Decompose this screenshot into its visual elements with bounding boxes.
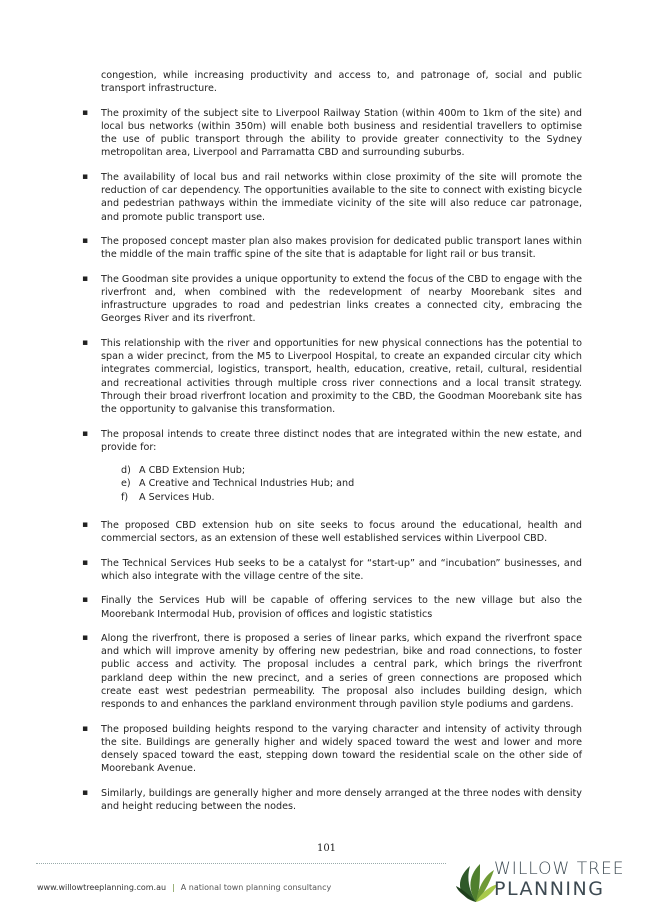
bullet-item bbox=[82, 273, 582, 326]
bullet-text: This relationship with the river and opportunities for new physical connections has the potential to span a wider precinct, from the M5 to Liverpool Hospital, to create an expanded circular city which integrates commercial, logistics, transport, health, education, creative, retail, cultural, residential and recreational activities through multiple cross river connections and a local transit strategy. Through their broad riverfront location and proximity to the CBD, the Goodman Moorebank site has the opportunity to galvanise this transformation. bbox=[101, 337, 582, 416]
bullet-icon: ▪ bbox=[82, 632, 89, 643]
bullet-icon: ▪ bbox=[82, 273, 89, 284]
bullet-text: The proposed concept master plan also makes provision for dedicated public transport lanes within the middle of the main traffic spine of the site that is adaptable for light rail or bus transit. bbox=[101, 235, 582, 261]
bullet-item bbox=[82, 723, 582, 776]
bullet-item bbox=[82, 171, 582, 224]
bullet-icon: ▪ bbox=[82, 337, 89, 348]
bullet-item bbox=[82, 337, 582, 417]
bullet-item bbox=[82, 557, 582, 584]
bullet-icon: ▪ bbox=[82, 787, 89, 798]
bullet-item bbox=[82, 235, 582, 262]
bullet-icon: ▪ bbox=[82, 235, 89, 246]
bullet-icon: ▪ bbox=[82, 723, 89, 734]
sublist-letter: f) bbox=[121, 491, 129, 503]
logo-word-willow-tree: WILLOW TREE bbox=[494, 859, 625, 879]
bullet-icon: ▪ bbox=[82, 557, 89, 568]
footer-text bbox=[37, 883, 331, 892]
bullet-icon: ▪ bbox=[82, 520, 89, 531]
bullet-item bbox=[82, 428, 582, 455]
bullet-item bbox=[82, 632, 582, 712]
bullet-icon: ▪ bbox=[82, 107, 89, 118]
logo-leaves bbox=[456, 864, 498, 902]
page-number: 101 bbox=[316, 843, 337, 854]
sublist-item bbox=[121, 491, 582, 504]
bullet-text: The proposal intends to create three distinct nodes that are integrated within the new estate, and provide for: bbox=[101, 428, 582, 453]
footer-url[interactable]: www.willowtreeplanning.com.au bbox=[37, 883, 167, 892]
footer-tagline: A national town planning consultancy bbox=[180, 883, 332, 892]
bullet-icon: ▪ bbox=[82, 428, 89, 439]
sublist-text: A Creative and Technical Industries Hub; and bbox=[139, 478, 355, 490]
bullet-text: The proposed CBD extension hub on site seeks to focus around the educational, health and commercial sectors, as an extension of these well established services within Liverpool CBD. bbox=[101, 520, 582, 545]
bullet-text: The availability of local bus and rail networks within close proximity of the site will promote the reduction of car dependency. The opportunities available to the site to connect with existing bicycle and pedestrian pathways within the immediate vicinity of the site will also reduce car patronage, and promote public transport use. bbox=[101, 171, 582, 223]
footer-divider bbox=[36, 863, 446, 864]
bullet-item bbox=[82, 107, 582, 160]
bullet-text: Similarly, buildings are generally higher and more densely arranged at the three nodes with density and height reducing between the nodes. bbox=[101, 787, 582, 813]
bullet-item bbox=[82, 594, 582, 621]
sublist-letter: e) bbox=[121, 478, 131, 490]
bullet-item bbox=[82, 787, 582, 814]
bullet-text: The Goodman site provides a unique opportunity to extend the focus of the CBD to engage with the riverfront and, when combined with the redevelopment of nearby Moorebank sites and infrastructure upgrades to road and pedestrian links creates a connected city, embracing the Georges River and its riverfront. bbox=[101, 273, 582, 325]
logo-word-planning: PLANNING bbox=[494, 878, 605, 900]
hub-sublist bbox=[121, 464, 582, 504]
footer-separator: | bbox=[172, 883, 175, 892]
intro-paragraph: congestion, while increasing productivity and access to, and patronage of, social and public transport infrastructure. bbox=[101, 70, 582, 95]
bullet-text: Finally the Services Hub will be capable of offering services to the new village but also the Moorebank Intermodal Hub, provision of offices and logistic statistics bbox=[101, 595, 582, 620]
bullet-text: The proposed building heights respond to the varying character and intensity of activity through the site. Buildings are generally higher and widely spaced toward the west and lower and more densely spaced toward the east, stepping down toward the residential scale on the other side of Moorebank Avenue. bbox=[101, 723, 582, 775]
bullet-text: The proximity of the subject site to Liverpool Railway Station (within 400m to 1km of the site) and local bus networks (within 350m) will enable both business and residential travellers to optimise the use of public transport through the ability to provide greater connectivity to the Sydney metropolitan area, Liverpool and Parramatta CBD and surrounding suburbs. bbox=[101, 107, 582, 159]
sublist-item bbox=[121, 477, 582, 490]
sublist-item bbox=[121, 464, 582, 477]
bullet-item bbox=[82, 519, 582, 546]
sublist-text: A Services Hub. bbox=[139, 491, 215, 503]
bullet-icon: ▪ bbox=[82, 595, 89, 606]
bullet-text: Along the riverfront, there is proposed a series of linear parks, which expand the riverfront space and which will improve amenity by offering new pedestrian, bike and road connections, to foster public access and activity. The proposal includes a central park, which brings the riverfront parkland deep within the new precinct, and a series of green connections are proposed which create east west pedestrian permeability. The proposal also includes building design, which responds to and enhances the parkland environment through pavilion style podiums and gardens. bbox=[101, 632, 582, 711]
bullet-text: The Technical Services Hub seeks to be a catalyst for “start-up” and “incubation” businesses, and which also integrate with the village centre of the site. bbox=[101, 557, 582, 582]
sublist-text: A CBD Extension Hub; bbox=[139, 465, 246, 477]
sublist-letter: d) bbox=[121, 465, 131, 477]
bullet-icon: ▪ bbox=[82, 171, 89, 182]
document-body bbox=[82, 69, 582, 824]
